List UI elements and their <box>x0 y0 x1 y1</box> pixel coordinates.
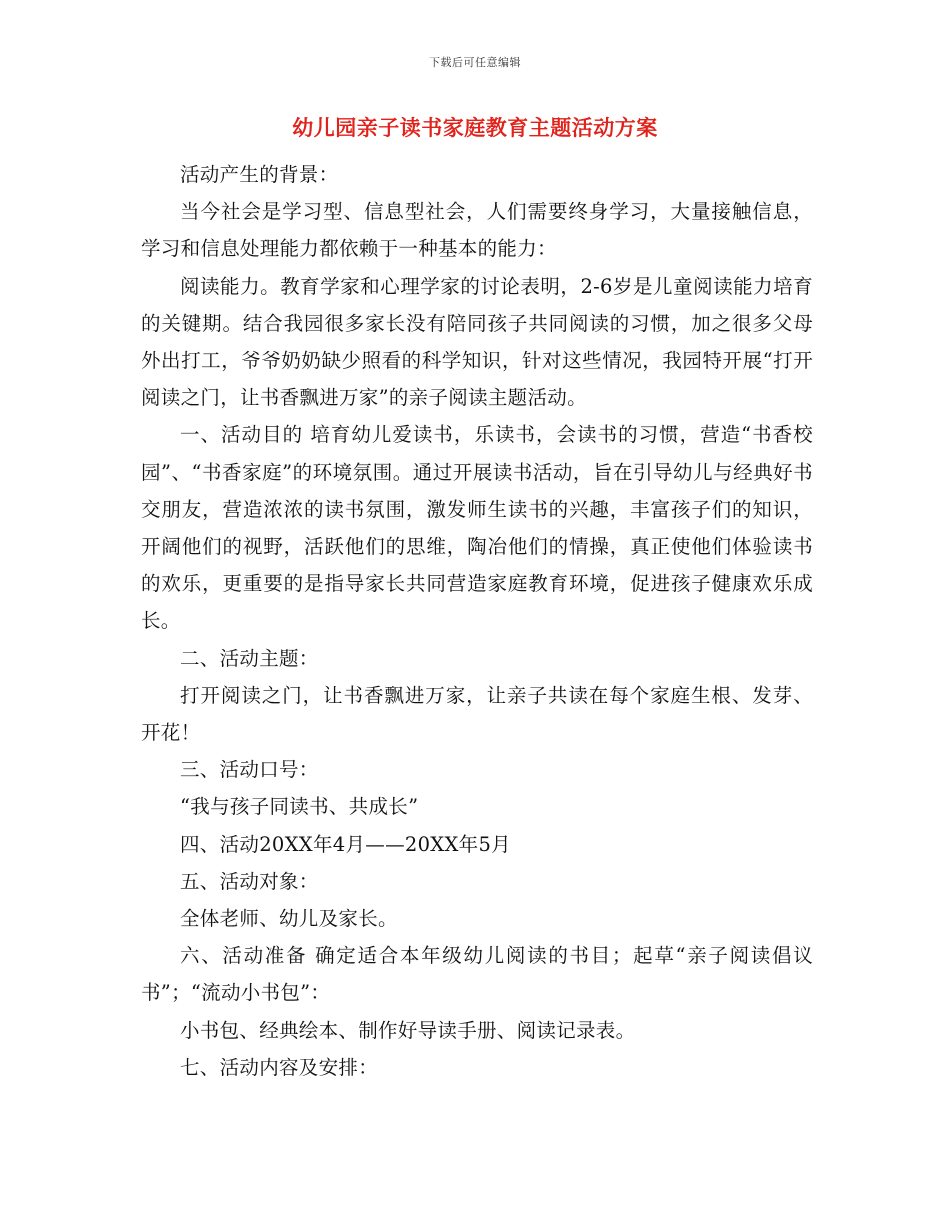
paragraph-slogan-heading: 三、活动口号： <box>180 758 319 782</box>
paragraph-background-heading: 活动产生的背景： <box>180 163 339 186</box>
document-title: 幼儿园亲子读书家庭教育主题活动方案 <box>292 115 658 140</box>
paragraph-background-1: 当今社会是学习型、信息型社会，人们需要终身学习，大量接触信息，学习和信息处理能力都依赖于一种基本的能力： <box>141 200 813 261</box>
document-body <box>141 156 813 1086</box>
paragraph-materials: 小书包、经典绘本、制作好导读手册、阅读记录表。 <box>180 1018 636 1042</box>
paragraph-audience-heading: 五、活动对象： <box>180 869 319 893</box>
paragraph-content-heading: 七、活动内容及安排： <box>180 1055 379 1079</box>
paragraph-purpose: 一、活动目的 培育幼儿爱读书，乐读书，会读书的习惯，营造“书香校园”、“书香家庭”的环境氛围。通过开展读书活动，旨在引导幼儿与经典好书交朋友，营造浓浓的读书氛围，激发师生读书的兴趣，丰富孩子们的知识，开阔他们的视野，活跃他们的思维，陶冶他们的情操，真正使他们体验读书的欢乐，更重要的是指导家长共同营造家庭教育环境，促进孩子健康欢乐成长。 <box>141 423 813 633</box>
paragraph-theme: 打开阅读之门，让书香飘进万家，让亲子共读在每个家庭生根、发芽、开花！ <box>141 683 813 745</box>
paragraph-theme-heading: 二、活动主题： <box>180 646 319 670</box>
paragraph-background-2: 阅读能力。教育学家和心理学家的讨论表明，2-6岁是儿童阅读能力培育的关键期。结合我园很多家长没有陪同孩子共同阅读的习惯，加之很多父母外出打工，爷爷奶奶缺少照看的科学知识，针对这些情况，我园特开展“打开阅读之门，让书香飘进万家”的亲子阅读主题活动。 <box>141 274 813 410</box>
header-note: 下载后可任意编辑 <box>429 56 521 69</box>
paragraph-slogan: “我与孩子同读书、共成长” <box>180 795 419 819</box>
paragraph-audience: 全体老师、幼儿及家长。 <box>180 907 398 931</box>
paragraph-time: 四、活动20XX年4月——20XX年5月 <box>180 832 511 856</box>
paragraph-preparation: 六、活动准备 确定适合本年级幼儿阅读的书目；起草“亲子阅读倡议书”；“流动小书包”： <box>141 944 813 1005</box>
